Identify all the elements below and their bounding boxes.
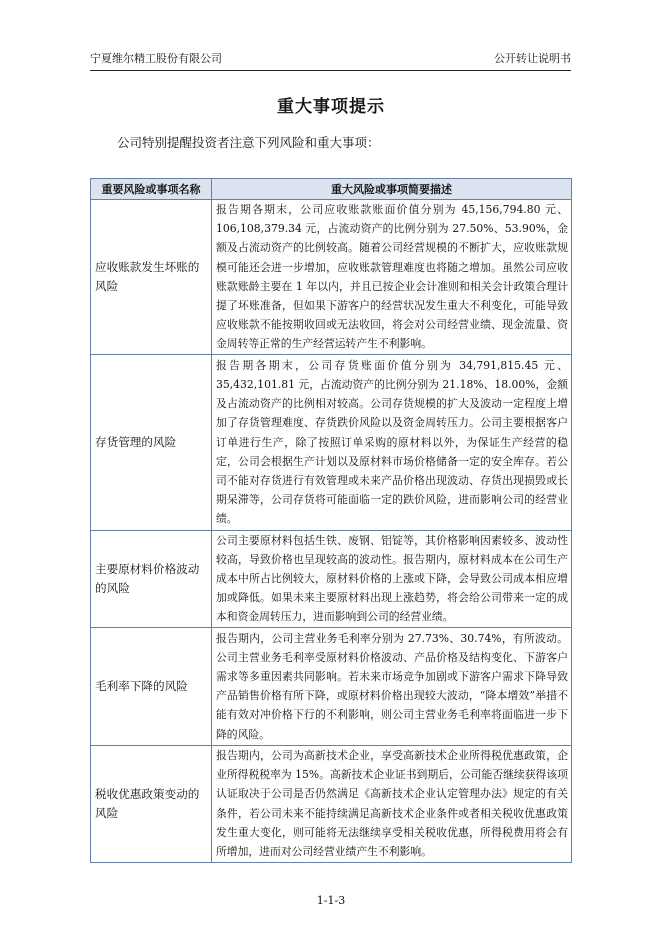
risk-name-cell: 应收账款发生坏账的风险 [91,200,212,355]
page-number: 1-1-3 [316,894,346,907]
risk-name-cell: 税收优惠政策变动的风险 [91,745,212,862]
column-header-risk-description: 重大风险或事项简要描述 [212,179,572,200]
risk-name-cell: 主要原材料价格波动的风险 [91,530,212,627]
table-row [91,200,572,355]
table-row [91,354,572,530]
table-row [91,530,572,627]
page-header [90,50,571,71]
risk-description-cell: 报告期各期末，公司应收账款账面价值分别为 45,156,794.80 元、106,108,379.34 元，占流动资产的比例分别为 27.50%、53.90%，金额及占流动资产的比例较高。随着公司经营规模的不断扩大，应收账款规模可能还会进一步增加，应收账款管理难度也将随之增加。虽然公司应收账款账龄主要在 1 年以内，并且已按企业会计准则和相关会计政策合理计提了坏账准备，但如果下游客户的经营状况发生重大不利变化，可能导致应收账款不能按期收回或无法收回，将会对公司经营业绩、现金流量、资金周转等正常的生产经营运转产生不利影响。 [212,200,572,355]
risk-description-cell: 报告期各期末，公司存货账面价值分别为 34,791,815.45 元、35,432,101.81 元，占流动资产的比例分别为 21.18%、18.00%，金额及占流动资产的比例相对较高。公司存货规模的扩大及波动一定程度上增加了存货管理难度、存货跌价风险以及资金周转压力。公司主要根据客户订单进行生产，除了按照订单采购的原材料以外，为保证生产经营的稳定，公司会根据生产计划以及原材料市场价格储备一定的安全库存。若公司不能对存货进行有效管理或未来产品价格出现波动、存货出现损毁或长期呆滞等，公司存货将可能面临一定的跌价风险，进而影响公司的经营业绩。 [212,354,572,530]
page-title: 重大事项提示 [277,97,385,117]
risk-name-cell: 毛利率下降的风险 [91,627,212,745]
risk-description-cell: 公司主要原材料包括生铁、废钢、铝锭等，其价格影响因素较多、波动性较高，导致价格也呈现较高的波动性。报告期内，原材料成本在公司生产成本中所占比例较大，原材料价格的上涨或下降，会导致公司成本相应增加或降低。如果未来主要原材料出现上涨趋势，将会给公司带来一定的成本和资金周转压力，进而影响到公司的经营业绩。 [212,530,572,627]
header-company-name: 宁夏维尔精工股份有限公司 [90,52,222,65]
risk-description-cell: 报告期内，公司为高新技术企业，享受高新技术企业所得税优惠政策，企业所得税税率为 15%。高新技术企业证书到期后，公司能否继续获得该项认证取决于公司是否仍然满足《高新技术企业认定管理办法》规定的有关条件，若公司未来不能持续满足高新技术企业条件或者相关税收优惠政策发生重大变化，则可能将无法继续享受相关税收优惠，所得税费用将会有所增加，进而对公司经营业绩产生不利影响。 [212,745,572,862]
risk-table [90,178,572,863]
column-header-risk-name: 重要风险或事项名称 [91,179,212,200]
header-document-type: 公开转让说明书 [494,52,571,65]
risk-name-cell: 存货管理的风险 [91,354,212,530]
table-header-row [91,179,572,200]
table-row [91,627,572,745]
risk-description-cell: 报告期内，公司主营业务毛利率分别为 27.73%、30.74%，有所波动。公司主营业务毛利率受原材料价格波动、产品价格及结构变化、下游客户需求等多重因素共同影响。若未来市场竞争加剧或下游客户需求下降导致产品销售价格有所下降，或原材料价格出现较大波动，“降本增效”举措不能有效对冲价格下行的不利影响，则公司主营业务毛利率将面临进一步下降的风险。 [212,627,572,745]
table-row [91,745,572,862]
intro-paragraph: 公司特别提醒投资者注意下列风险和重大事项： [117,135,380,150]
